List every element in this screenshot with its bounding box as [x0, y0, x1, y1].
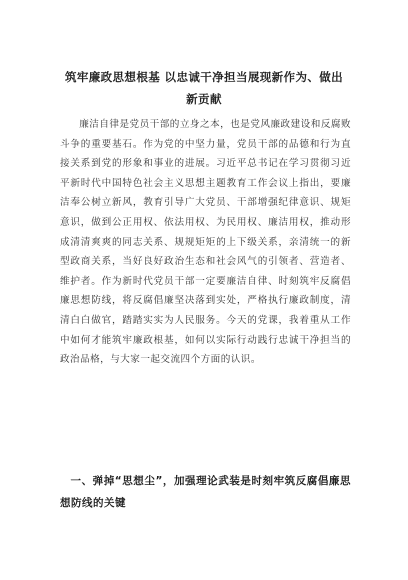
- document-title: 筑牢廉政思想根基 以忠诚干净担当展现新作为、做出新贡献: [64, 70, 344, 106]
- section-heading: 一、弹掉“思想尘”，加强理论武装是时刻牢筑反腐倡廉思想防线的关键: [60, 475, 351, 509]
- body-paragraph: 廉洁自律是党员干部的立身之本，也是党风廉政建设和反腐败斗争的重要基石。作为党的中坚力量，党员干部的品德和行为直接关系到党的形象和事业的进展。习近平总书记在学习贯彻习近平新时代中国特色社会主义思想主题教育工作会议上指出，要廉洁奉公树立新风，教育引导广大党员、干部增强纪律意识、规矩意识，做到公正用权、依法用权、为民用权、廉洁用权，推动形成清清爽爽的同志关系、规规矩矩的上下级关系，亲清统一的新型政商关系，当好良好政治生态和社会风气的引领者、营造者、维护者。作为新时代党员干部一定要廉洁自律、时刻筑牢反腐倡廉思想防线，将反腐倡廉坚决落到实处，严格执行廉政制度，清清白白做官，踏踏实实为人民服务。今天的党课，我着重从工作中如何才能筑牢廉政根基，如何以实际行动践行忠诚干净担当的政治品格，与大家一起交流四个方面的认识。: [60, 119, 351, 366]
